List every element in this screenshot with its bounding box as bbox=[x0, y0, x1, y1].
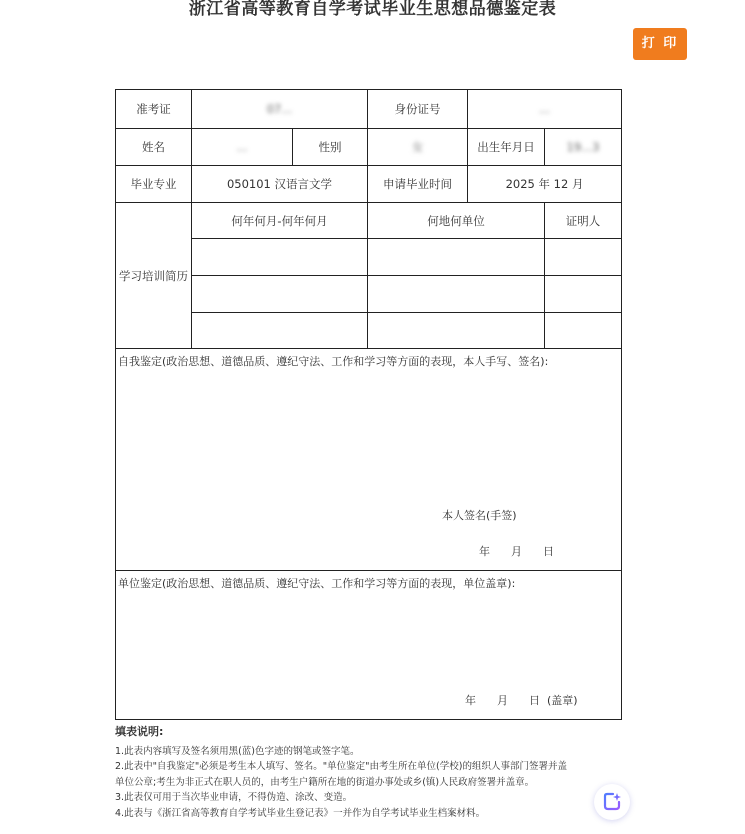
history-row bbox=[116, 276, 622, 313]
apply-value: 2025 年 12 月 bbox=[468, 166, 622, 203]
print-button[interactable]: 打 印 bbox=[633, 28, 687, 60]
history-label: 学习培训简历 bbox=[116, 203, 192, 349]
instructions-heading: 填表说明: bbox=[115, 725, 164, 738]
self-date-label: 年 月 日 bbox=[479, 545, 554, 558]
instruction-item: 单位公章;考生为非正式在职人员的，由考生户籍所在地的街道办事处或乡(镇)人民政府签署并盖章。 bbox=[115, 776, 535, 788]
history-cell bbox=[192, 276, 368, 313]
exam-no-value bbox=[192, 90, 368, 129]
major-value: 050101 汉语言文学 bbox=[192, 166, 368, 203]
birth-value bbox=[545, 129, 622, 166]
history-cell bbox=[192, 239, 368, 276]
apply-label: 申请毕业时间 bbox=[368, 166, 468, 203]
history-cell bbox=[368, 313, 545, 349]
unit-date-label: 年 月 日 (盖章) bbox=[465, 694, 578, 707]
exam-no-text: 07... bbox=[266, 102, 293, 116]
assistant-button[interactable] bbox=[594, 784, 630, 820]
history-col-period: 何年何月-何年何月 bbox=[192, 203, 368, 239]
page-title: 浙江省高等教育自学考试毕业生思想品德鉴定表 bbox=[188, 0, 557, 19]
gender-label: 性别 bbox=[293, 129, 368, 166]
self-signature-label: 本人签名(手签) bbox=[442, 509, 517, 522]
history-col-witness: 证明人 bbox=[545, 203, 622, 239]
gender-text: 女 bbox=[411, 140, 424, 154]
name-label: 姓名 bbox=[116, 129, 192, 166]
exam-no-label: 准考证 bbox=[116, 90, 192, 129]
unit-evaluation-cell bbox=[116, 571, 622, 720]
row-self-evaluation bbox=[116, 349, 622, 571]
name-text: ... bbox=[236, 140, 248, 154]
self-evaluation-cell bbox=[116, 349, 622, 571]
self-evaluation-caption: 自我鉴定(政治思想、道德品质、遵纪守法、工作和学习等方面的表现，本人手写、签名): bbox=[118, 355, 549, 368]
appraisal-form-table bbox=[115, 89, 622, 720]
id-label: 身份证号 bbox=[368, 90, 468, 129]
major-label: 毕业专业 bbox=[116, 166, 192, 203]
name-value bbox=[192, 129, 293, 166]
history-col-place: 何地何单位 bbox=[368, 203, 545, 239]
history-cell bbox=[545, 276, 622, 313]
row-personal bbox=[116, 129, 622, 166]
history-cell bbox=[192, 313, 368, 349]
history-cell bbox=[545, 239, 622, 276]
instruction-item: 3.此表仅可用于当次毕业申请，不得伪造、涂改、变造。 bbox=[115, 792, 353, 803]
instruction-item: 4.此表与《浙江省高等教育自学考试毕业生登记表》一并作为自学考试毕业生档案材料。 bbox=[115, 807, 486, 819]
history-cell bbox=[368, 239, 545, 276]
id-value bbox=[468, 90, 622, 129]
gender-value bbox=[368, 129, 468, 166]
sparkle-chat-icon bbox=[601, 791, 623, 813]
history-row bbox=[116, 239, 622, 276]
instruction-item: 1.此表内容填写及签名须用黑(蓝)色字迹的钢笔或签字笔。 bbox=[115, 745, 360, 757]
id-text: ... bbox=[539, 102, 550, 116]
row-history-header bbox=[116, 203, 622, 239]
unit-evaluation-caption: 单位鉴定(政治思想、道德品质、遵纪守法、工作和学习等方面的表现，单位盖章): bbox=[118, 577, 516, 590]
history-cell bbox=[368, 276, 545, 313]
row-ids bbox=[116, 90, 622, 129]
instructions bbox=[115, 724, 635, 821]
birth-text: 19...3 bbox=[566, 140, 600, 154]
history-row bbox=[116, 313, 622, 349]
instruction-item: 2.此表中"自我鉴定"必须是考生本人填写、签名。"单位鉴定"由考生所在单位(学校)的组织人事部门签署并盖 bbox=[115, 761, 567, 772]
history-cell bbox=[545, 313, 622, 349]
row-major bbox=[116, 166, 622, 203]
row-unit-evaluation bbox=[116, 571, 622, 720]
birth-label: 出生年月日 bbox=[468, 129, 545, 166]
